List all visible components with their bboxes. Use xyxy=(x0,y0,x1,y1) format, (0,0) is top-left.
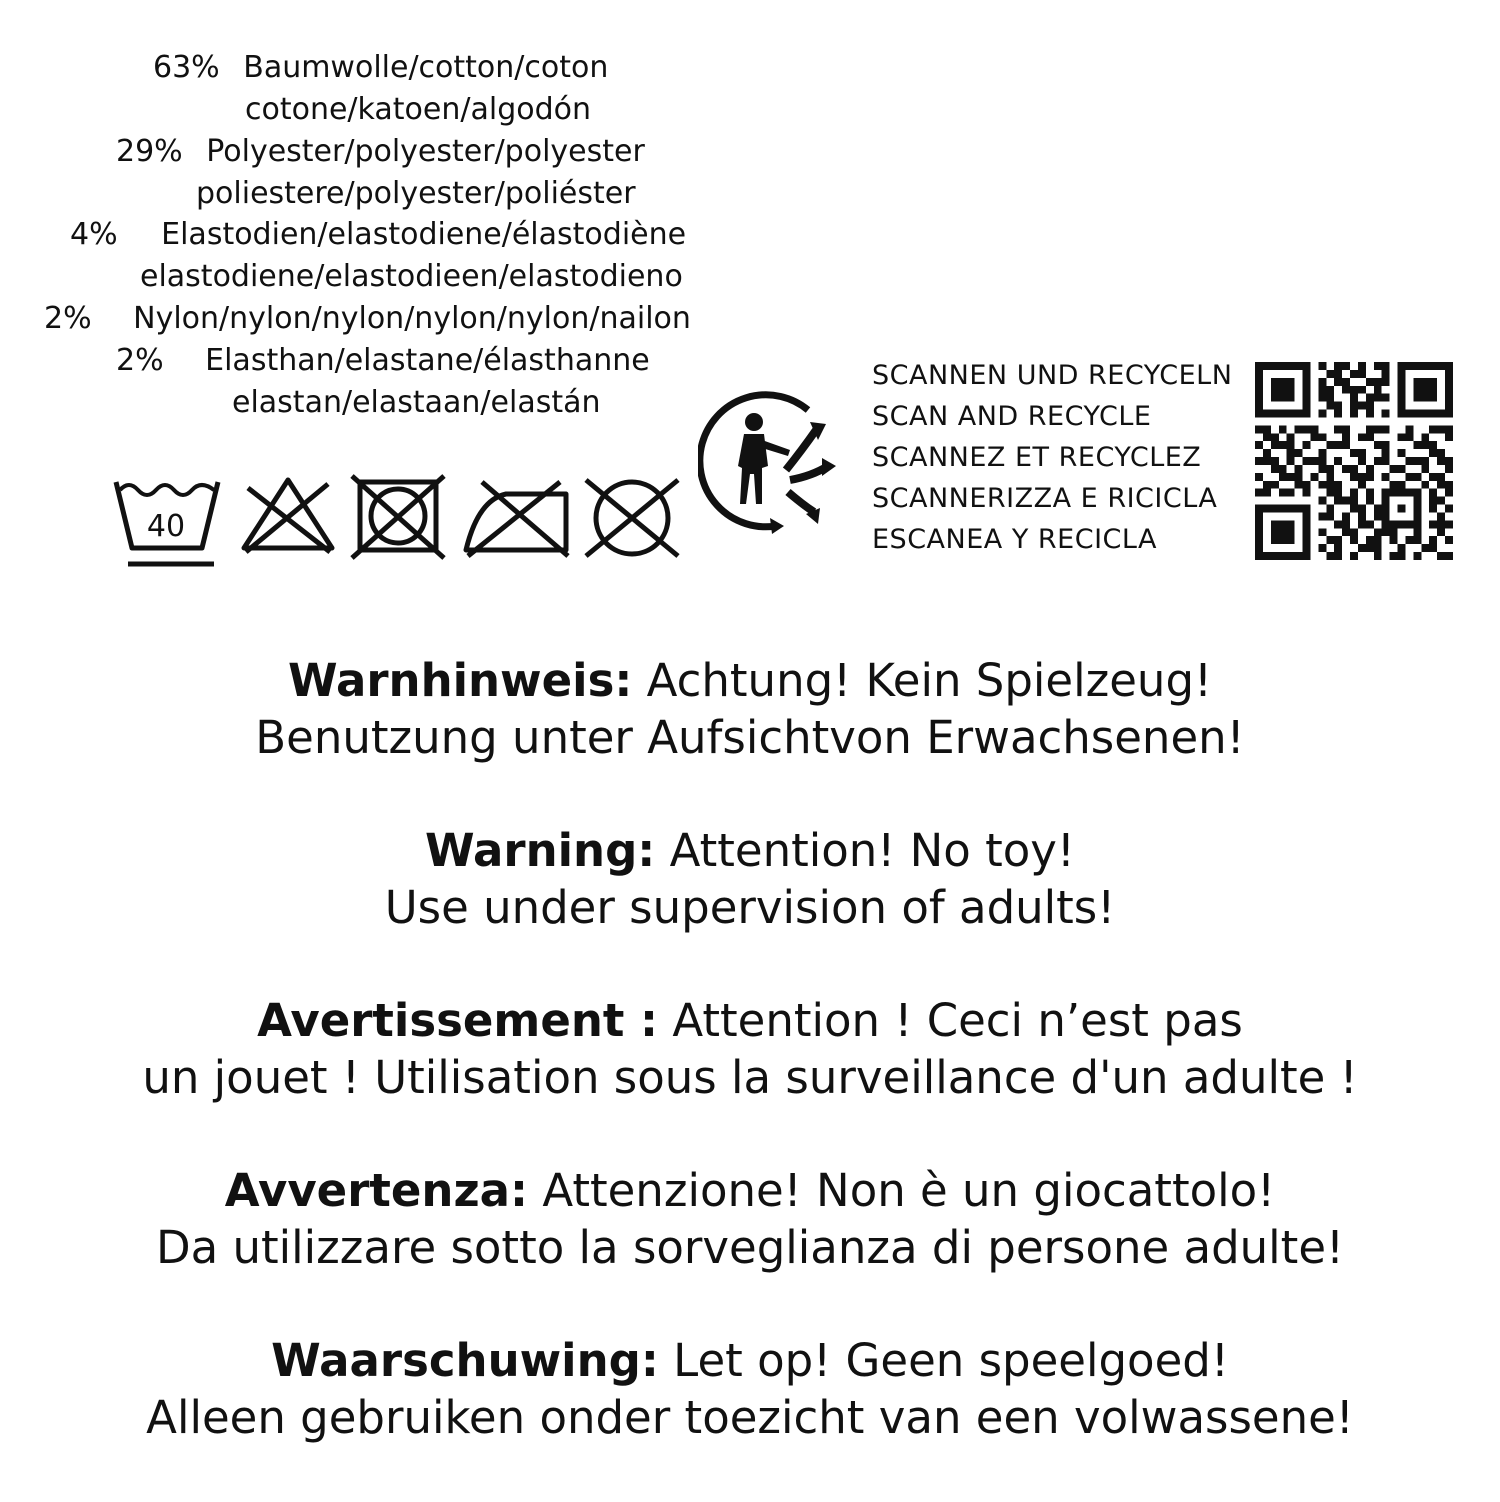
warning-label: Avvertenza: xyxy=(224,1164,529,1217)
care-symbols xyxy=(110,472,700,582)
scan-line: SCANNERIZZA E RICICLA xyxy=(872,483,1218,514)
composition-line xyxy=(232,385,601,421)
warning-text: Achtung! Kein Spielzeug! xyxy=(632,654,1213,707)
composition-line xyxy=(116,134,645,170)
composition-text: elastodiene/elastodieen/elastodieno xyxy=(140,259,683,294)
warning-label: Waarschuwing: xyxy=(271,1334,659,1387)
composition-line xyxy=(44,301,691,337)
warning-label: Avertissement : xyxy=(257,994,659,1047)
warning-block-de xyxy=(0,652,1500,766)
scan-line: SCAN AND RECYCLE xyxy=(872,401,1152,432)
composition-line xyxy=(140,259,683,295)
warning-block-en xyxy=(0,822,1500,936)
composition-line xyxy=(245,92,591,128)
warning-block-nl xyxy=(0,1332,1500,1446)
composition-text: Elastodien/elastodiene/élastodiène xyxy=(161,217,687,252)
triman-recycling-icon xyxy=(698,388,848,538)
composition-text: poliestere/polyester/poliéster xyxy=(196,176,636,211)
composition-percent: 4% xyxy=(70,217,118,252)
scan-line: SCANNEZ ET RECYCLEZ xyxy=(872,442,1202,473)
warning-line: Benutzung unter Aufsichtvon Erwachsenen! xyxy=(255,711,1245,764)
composition-percent: 29% xyxy=(116,134,183,169)
warning-line: un jouet ! Utilisation sous la surveillance d'un adulte ! xyxy=(142,1051,1358,1104)
warning-text: Let op! Geen speelgoed! xyxy=(658,1334,1229,1387)
composition-text: Elasthan/elastane/élasthanne xyxy=(205,343,650,378)
warning-line: Alleen gebruiken onder toezicht van een volwassene! xyxy=(146,1391,1354,1444)
scan-line: SCANNEN UND RECYCELN xyxy=(872,360,1233,391)
warning-text: Attenzione! Non è un giocattolo! xyxy=(528,1164,1276,1217)
wash-40-gentle-icon xyxy=(110,472,228,572)
composition-line xyxy=(196,176,636,212)
warning-line: Use under supervision of adults! xyxy=(384,881,1116,934)
warning-text: Attention! No toy! xyxy=(655,824,1075,877)
warning-line: Da utilizzare sotto la sorveglianza di persone adulte! xyxy=(155,1221,1345,1274)
warning-label: Warnhinweis: xyxy=(287,654,633,707)
warning-text: Attention ! Ceci n’est pas xyxy=(658,994,1243,1047)
scan-line: ESCANEA Y RECICLA xyxy=(872,524,1158,555)
composition-text: Nylon/nylon/nylon/nylon/nylon/nailon xyxy=(133,301,691,336)
warning-line xyxy=(0,1162,1500,1219)
composition-percent: 63% xyxy=(153,50,220,85)
composition-percent: 2% xyxy=(44,301,92,336)
warning-line xyxy=(0,822,1500,879)
do-not-dry-clean-icon xyxy=(582,472,682,562)
qr-code-icon xyxy=(1255,362,1453,560)
composition-percent: 2% xyxy=(116,343,164,378)
scan-recycle-instructions xyxy=(872,355,1232,560)
do-not-bleach-icon xyxy=(238,472,338,562)
composition-line xyxy=(116,343,650,379)
warning-line xyxy=(0,1332,1500,1389)
warning-block-it xyxy=(0,1162,1500,1276)
safety-warnings xyxy=(0,652,1500,1502)
composition-text: cotone/katoen/algodón xyxy=(245,92,591,127)
composition-text: Baumwolle/cotton/coton xyxy=(243,50,609,85)
composition-line xyxy=(70,217,686,253)
composition-line xyxy=(153,50,608,86)
wash-temperature: 40 xyxy=(146,509,186,544)
do-not-tumble-dry-icon xyxy=(348,472,448,562)
do-not-iron-icon xyxy=(458,472,573,562)
composition-text: Polyester/polyester/polyester xyxy=(206,134,645,169)
warning-line xyxy=(0,992,1500,1049)
composition-text: elastan/elastaan/elastán xyxy=(232,385,601,420)
warning-line xyxy=(0,652,1500,709)
warning-label: Warning: xyxy=(425,824,656,877)
warning-block-fr xyxy=(0,992,1500,1106)
